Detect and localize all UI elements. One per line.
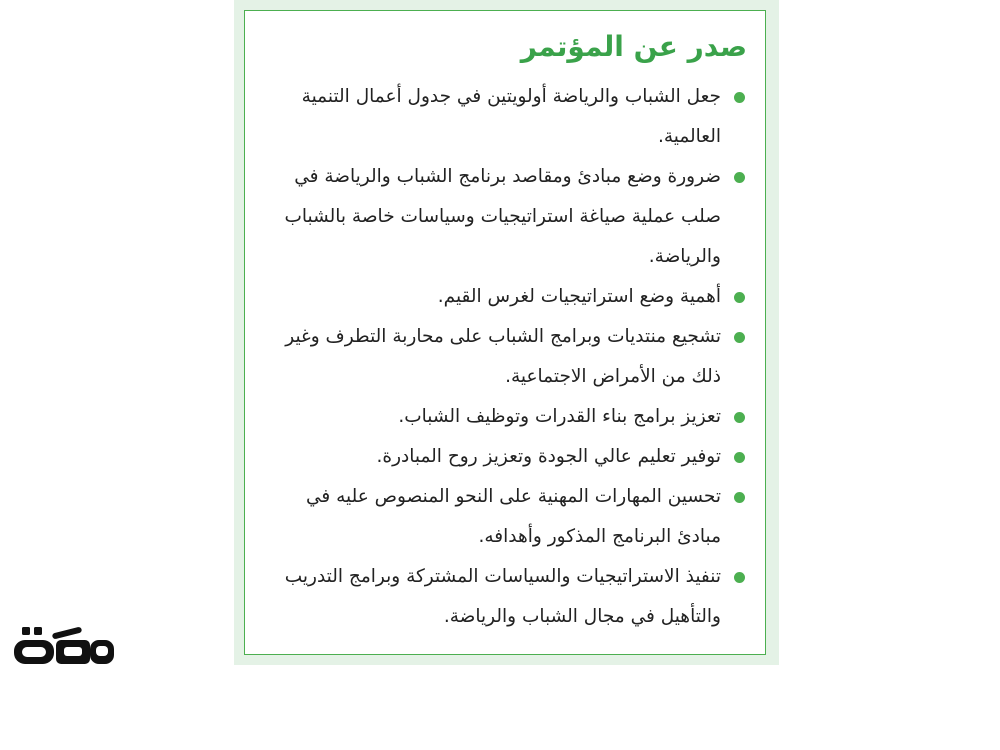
list-item-text: توفير تعليم عالي الجودة وتعزيز روح المبادرة.: [376, 446, 721, 467]
points-list: [263, 77, 747, 637]
list-item-text: أهمية وضع استراتيجيات لغرس القيم.: [437, 286, 721, 307]
list-item: [263, 437, 747, 477]
bullet-icon: [734, 492, 745, 503]
list-item-text: تعزيز برامج بناء القدرات وتوظيف الشباب.: [398, 406, 721, 427]
list-item-text: ضرورة وضع مبادئ ومقاصد برنامج الشباب والرياضة في صلب عملية صياغة استراتيجيات وسياسات خاصة بالشباب والرياضة.: [284, 166, 721, 267]
list-item-text: تشجيع منتديات وبرامج الشباب على محاربة التطرف وغير ذلك من الأمراض الاجتماعية.: [285, 326, 721, 387]
list-item: [263, 397, 747, 437]
list-item: [263, 277, 747, 317]
bullet-icon: [734, 292, 745, 303]
list-item-text: جعل الشباب والرياضة أولويتين في جدول أعمال التنمية العالمية.: [301, 86, 721, 147]
list-item: [263, 557, 747, 637]
bullet-icon: [734, 172, 745, 183]
list-item: [263, 77, 747, 157]
bullet-icon: [734, 92, 745, 103]
bullet-icon: [734, 572, 745, 583]
bullet-icon: [734, 332, 745, 343]
list-item-text: تنفيذ الاستراتيجيات والسياسات المشتركة وبرامج التدريب والتأهيل في مجال الشباب والرياضة.: [284, 566, 721, 627]
list-item-text: تحسين المهارات المهنية على النحو المنصوص عليه في مبادئ البرنامج المذكور وأهدافه.: [305, 486, 721, 547]
list-item: [263, 477, 747, 557]
makkah-logo-icon: [12, 618, 115, 666]
bullet-icon: [734, 412, 745, 423]
info-box: [244, 10, 766, 655]
info-box-title: صدر عن المؤتمر: [520, 30, 747, 63]
bullet-icon: [734, 452, 745, 463]
list-item: [263, 157, 747, 277]
list-item: [263, 317, 747, 397]
